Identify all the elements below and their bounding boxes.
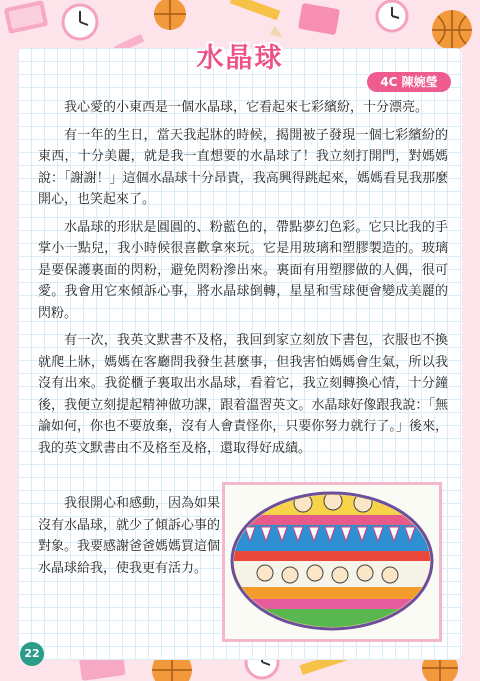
clock-icon [63,5,97,39]
article-title: 水晶球 [196,43,284,74]
closing-paragraph-block [38,493,220,579]
paragraph: 有一年的生日，當天我起牀的時候，揭開被子發現一個七彩繽紛的東西，十分美麗，就是我一直想要的水晶球了！我立刻打開門，對媽媽說：「謝謝！」這個水晶球十分昂貴，我高興得跳起來，媽媽看見我那麼開心，也笑起來了。 [38,127,448,207]
author-badge: 4C 陳婉瑩 [367,72,451,92]
paragraph: 有一次，我英文默書不及格，我回到家立刻放下書包，衣服也不換就爬上牀，媽媽在客廳問我發生甚麼事，但我害怕媽媽會生氣，所以我沒有出來。我從櫃子裏取出水晶球，看着它，我立刻轉換心情，十分鐘後，我便立刻提起精神做功課，跟着溫習英文。水晶球好像跟我說：「無論如何，你也不要放棄，沒有人會責怪你，只要你努力就行了。」後來，我的英文默書由不及格至及格，還取得好成績。 [38,333,448,456]
clock-icon [377,1,407,31]
paragraph: 我心愛的小東西是一個水晶球，它看起來七彩繽紛，十分漂亮。 [64,100,429,115]
paragraph: 我很開心和感動，因為如果沒有水晶球，就少了傾訴心事的對象。我要感謝爸爸媽媽買這個水晶球給我，使我更有活力。 [38,496,221,576]
crayon-drawing [222,482,442,642]
paragraph: 水晶球的形狀是圓圓的、粉藍色的，帶點夢幻色彩。它只比我的手掌小一點兒，我小時候很喜歡拿來玩。它是用玻璃和塑膠製造的。玻璃是要保護裏面的閃粉，避免閃粉滲出來。裏面有用塑膠做的人偶，很可愛。我會用它來傾訴心事，將水晶球倒轉，星星和雪球便會變成美麗的閃粉。 [38,219,448,321]
page-number: 22 [20,642,44,666]
article-body [38,97,448,465]
